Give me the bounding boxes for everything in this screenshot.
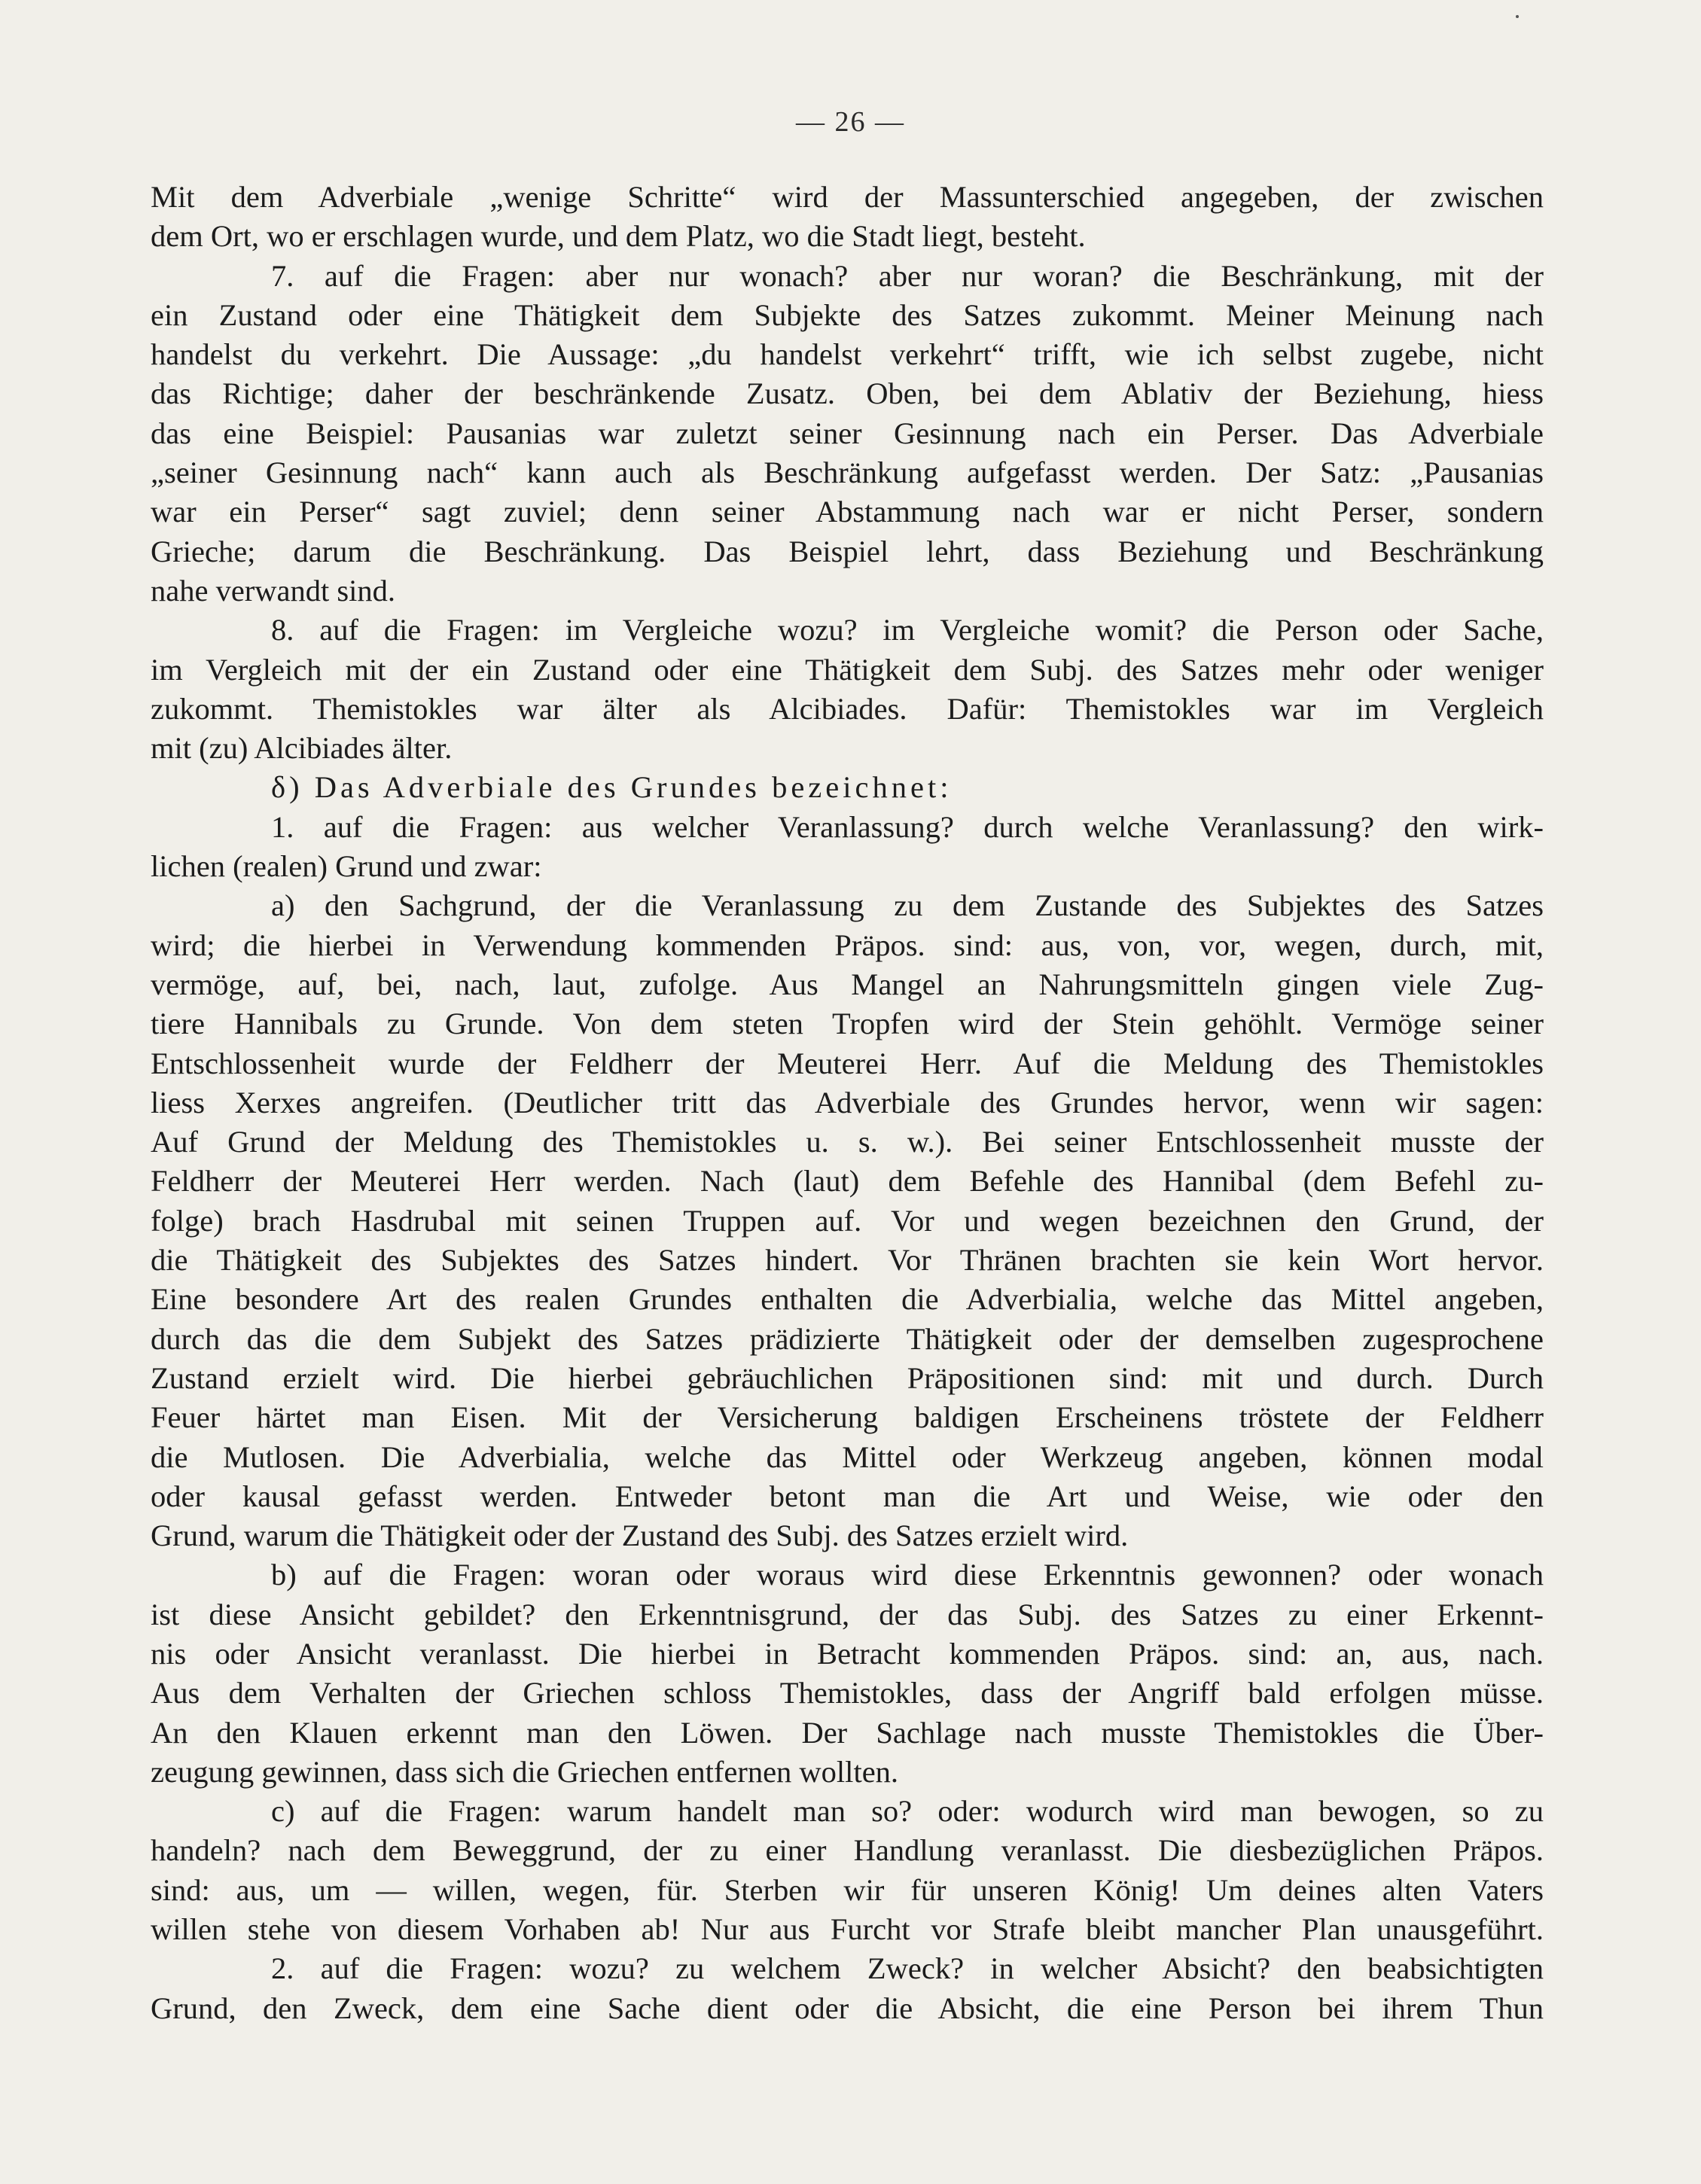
text-line: nahe verwandt sind. <box>151 573 396 608</box>
text-line: b) auf die Fragen: woran oder woraus wird diese Erkenntnis gewonnen? oder wonach <box>271 1558 1544 1592</box>
text-line: 2. auf die Fragen: wozu? zu welchem Zweck? in welcher Absicht? den beabsichtigten <box>271 1951 1544 1986</box>
text-line: δ) Das Adverbiale des Grundes bezeichnet: <box>271 770 953 805</box>
text-line: lichen (realen) Grund und zwar: <box>151 849 542 884</box>
text-line: war ein Perser“ sagt zuviel; denn seiner Abstammung nach war er nicht Perser, sondern <box>151 495 1544 529</box>
text-line: Eine besondere Art des realen Grundes enthalten die Adverbialia, welche das Mittel angeben, <box>151 1282 1544 1317</box>
text-line: 8. auf die Fragen: im Vergleiche wozu? im Vergleiche womit? die Person oder Sache, <box>271 613 1544 647</box>
text-line: folge) brach Hasdrubal mit seinen Truppen auf. Vor und wegen bezeichnen den Grund, der <box>151 1203 1544 1238</box>
text-line: ein Zustand oder eine Thätigkeit dem Subjekte des Satzes zukommt. Meiner Meinung nach <box>151 297 1544 332</box>
text-line: nis oder Ansicht veranlasst. Die hierbei in Betracht kommenden Präpos. sind: an, aus, nach. <box>151 1636 1544 1671</box>
text-line: ist diese Ansicht gebildet? den Erkenntnisgrund, der das Subj. des Satzes zu einer Erkennt- <box>151 1597 1544 1631</box>
text-line: Zustand erzielt wird. Die hierbei gebräuchlichen Präpositionen sind: mit und durch. Durch <box>151 1360 1544 1395</box>
text-line: die Thätigkeit des Subjektes des Satzes hindert. Vor Thränen brachten sie kein Wort hervor. <box>151 1243 1544 1278</box>
text-line: handeln? nach dem Beweggrund, der zu einer Handlung veranlasst. Die diesbezüglichen Präpos. <box>151 1833 1544 1868</box>
text-line: oder kausal gefasst werden. Entweder betont man die Art und Weise, wie oder den <box>151 1479 1544 1513</box>
text-line: Feuer härtet man Eisen. Mit der Versicherung baldigen Erscheinens tröstete der Feldherr <box>151 1400 1544 1435</box>
text-line: das Richtige; daher der beschränkende Zusatz. Oben, bei dem Ablativ der Beziehung, hiess <box>151 376 1544 411</box>
text-line: 1. auf die Fragen: aus welcher Veranlassung? durch welche Veranlassung? den wirk- <box>271 809 1544 844</box>
text-line: a) den Sachgrund, der die Veranlassung zu dem Zustande des Subjektes des Satzes <box>271 888 1544 923</box>
text-line: Grund, den Zweck, dem eine Sache dient oder die Absicht, die eine Person bei ihrem Thun <box>151 1991 1544 2025</box>
scan-speck <box>1516 15 1519 18</box>
text-line: handelst du verkehrt. Die Aussage: „du handelst verkehrt“ trifft, wie ich selbst zugebe, nicht <box>151 337 1544 372</box>
text-line: die Mutlosen. Die Adverbialia, welche das Mittel oder Werkzeug angeben, können modal <box>151 1439 1544 1474</box>
text-line: Grund, warum die Thätigkeit oder der Zustand des Subj. des Satzes erzielt wird. <box>151 1518 1129 1553</box>
text-line: c) auf die Fragen: warum handelt man so? oder: wodurch wird man bewogen, so zu <box>271 1794 1544 1829</box>
text-line: tiere Hannibals zu Grunde. Von dem steten Tropfen wird der Stein gehöhlt. Vermöge seiner <box>151 1007 1544 1041</box>
text-line: mit (zu) Alcibiades älter. <box>151 731 453 766</box>
text-line: Mit dem Adverbiale „wenige Schritte“ wird der Massunterschied angegeben, der zwischen <box>151 180 1544 214</box>
text-line: liess Xerxes angreifen. (Deutlicher tritt das Adverbiale des Grundes hervor, wenn wir sagen: <box>151 1085 1544 1119</box>
text-line: „seiner Gesinnung nach“ kann auch als Beschränkung aufgefasst werden. Der Satz: „Pausanias <box>151 455 1544 490</box>
text-line: im Vergleich mit der ein Zustand oder eine Thätigkeit dem Subj. des Satzes mehr oder weniger <box>151 652 1544 687</box>
text-line: Aus dem Verhalten der Griechen schloss Themistokles, dass der Angriff bald erfolgen müsse. <box>151 1676 1544 1710</box>
text-line: Grieche; darum die Beschränkung. Das Beispiel lehrt, dass Beziehung und Beschränkung <box>151 534 1544 568</box>
text-line: durch das die dem Subjekt des Satzes prädizierte Thätigkeit oder der demselben zugesprochene <box>151 1321 1544 1356</box>
text-line: das eine Beispiel: Pausanias war zuletzt seiner Gesinnung nach ein Perser. Das Adverbiale <box>151 416 1544 450</box>
body-text <box>151 178 1544 2028</box>
text-line: willen stehe von diesem Vorhaben ab! Nur aus Furcht vor Strafe bleibt mancher Plan unausgeführt. <box>151 1912 1544 1947</box>
text-line: Feldherr der Meuterei Herr werden. Nach (laut) dem Befehle des Hannibal (dem Befehl zu- <box>151 1164 1544 1199</box>
text-line: sind: aus, um — willen, wegen, für. Sterben wir für unseren König! Um deines alten Vaters <box>151 1872 1544 1907</box>
text-line: Entschlossenheit wurde der Feldherr der Meuterei Herr. Auf die Meldung des Themistokles <box>151 1046 1544 1080</box>
text-line: An den Klauen erkennt man den Löwen. Der Sachlage nach musste Themistokles die Über- <box>151 1715 1544 1750</box>
text-line: zeugung gewinnen, dass sich die Griechen entfernen wollten. <box>151 1754 899 1789</box>
text-line: 7. auf die Fragen: aber nur wonach? aber nur woran? die Beschränkung, mit der <box>271 258 1544 293</box>
text-line: zukommt. Themistokles war älter als Alcibiades. Dafür: Themistokles war im Vergleich <box>151 691 1544 726</box>
text-line: Auf Grund der Meldung des Themistokles u. s. w.). Bei seiner Entschlossenheit musste der <box>151 1125 1544 1159</box>
text-line: dem Ort, wo er erschlagen wurde, und dem Platz, wo die Stadt liegt, besteht. <box>151 219 1086 254</box>
text-line: wird; die hierbei in Verwendung kommenden Präpos. sind: aus, von, vor, wegen, durch, mit, <box>151 928 1544 962</box>
text-line: vermöge, auf, bei, nach, laut, zufolge. Aus Mangel an Nahrungsmitteln gingen viele Zug- <box>151 967 1544 1001</box>
page-number: — 26 — <box>796 106 905 138</box>
